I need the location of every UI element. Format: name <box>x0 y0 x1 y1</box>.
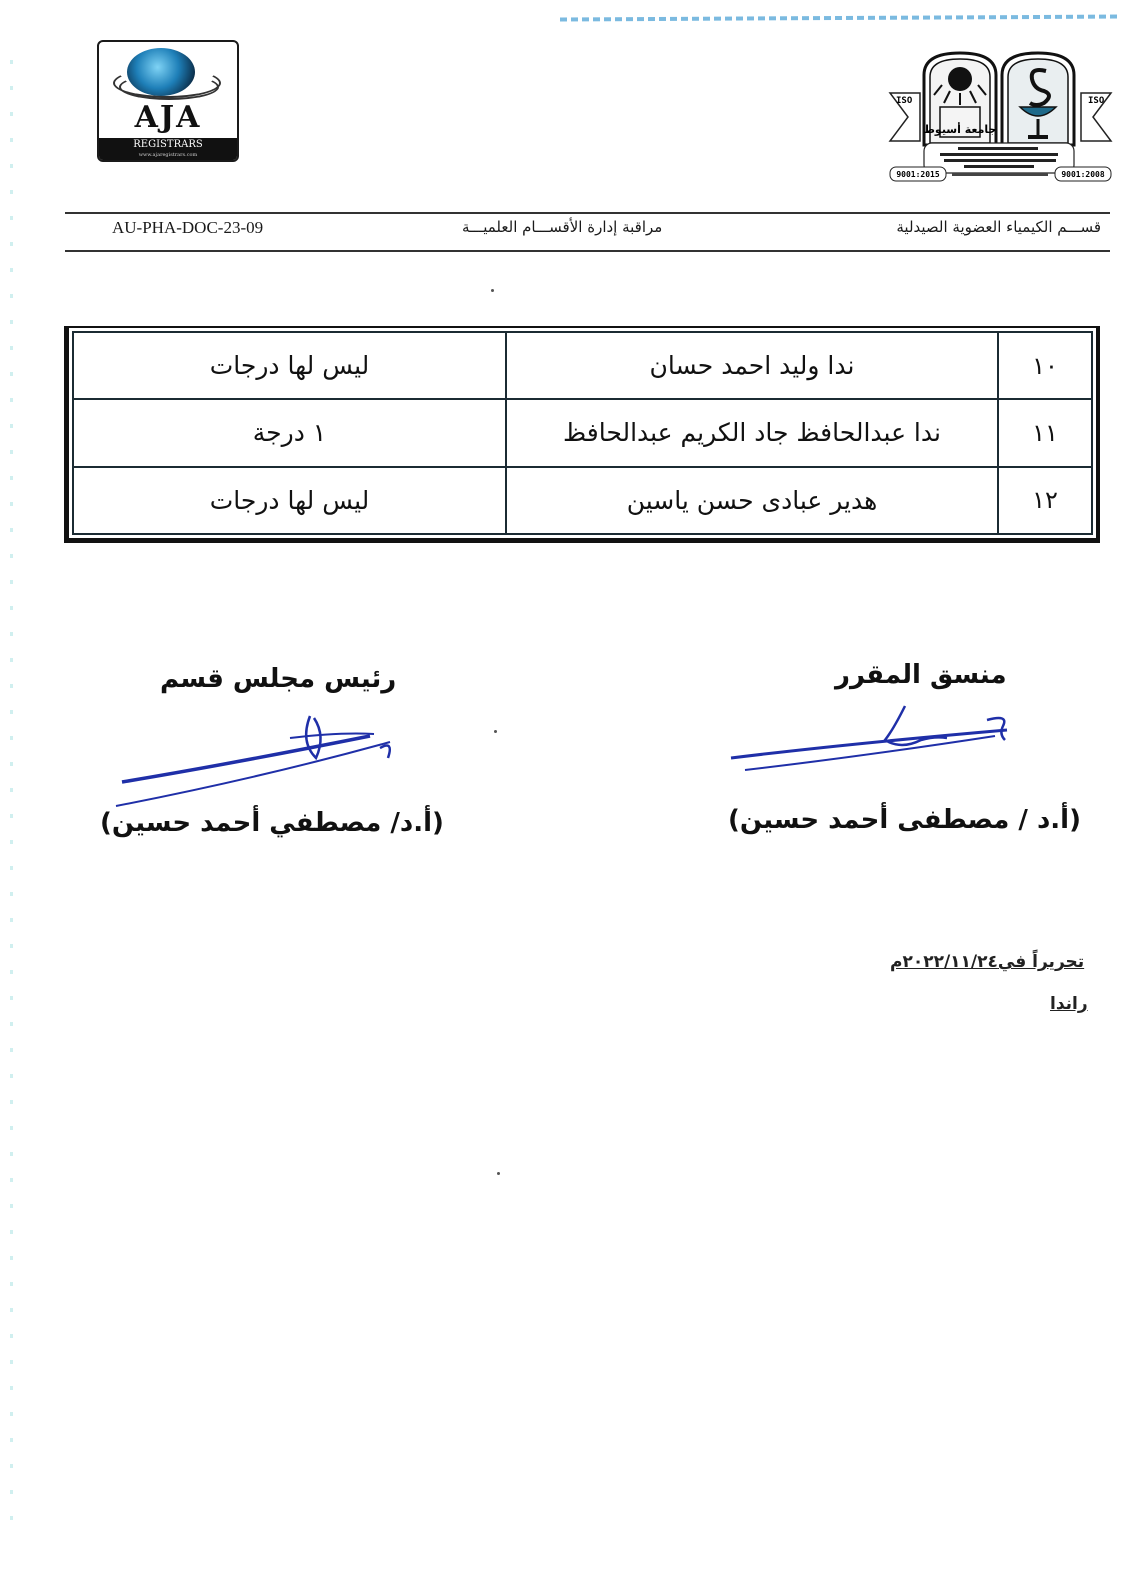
university-pharmacy-logo <box>888 45 1113 185</box>
row-number: ١٠ <box>998 332 1092 399</box>
student-name: هدير عبادى حسن ياسين <box>506 467 998 534</box>
coordinator-signature <box>725 700 1025 780</box>
header-rule-top <box>65 212 1110 214</box>
header-center-title: مراقبة إدارة الأقســـام العلميـــة <box>462 218 663 236</box>
grade-value: ليس لها درجات <box>73 332 506 399</box>
table-row <box>73 467 1092 534</box>
row-number: ١٢ <box>998 467 1092 534</box>
standard-right: 9001:2008 <box>1061 170 1105 179</box>
scan-artifact-top <box>560 15 1120 22</box>
aja-logo-band <box>99 138 237 160</box>
course-coordinator-title: منسق المقرر <box>835 660 1007 690</box>
table-row <box>73 399 1092 466</box>
department-name: قســـم الكيمياء العضوية الصيدلية <box>896 218 1101 236</box>
grades-table-frame <box>64 326 1100 543</box>
student-name: ندا عبدالحافظ جاد الكريم عبدالحافظ <box>506 399 998 466</box>
typist-name: راندا <box>1050 994 1088 1014</box>
document-code: AU-PHA-DOC-23-09 <box>112 218 264 237</box>
scan-dot <box>497 1172 500 1175</box>
scan-artifact-left <box>10 60 13 1540</box>
coordinator-name: (أ.د / مصطفى أحمد حسين) <box>728 805 1081 835</box>
iso-right-label: ISO <box>1088 96 1105 106</box>
council-head-signature <box>110 712 410 812</box>
department-council-head-title: رئيس مجلس قسم <box>160 664 397 694</box>
header-rule-bottom <box>65 250 1110 252</box>
row-number: ١١ <box>998 399 1092 466</box>
table-row <box>73 332 1092 399</box>
grades-table <box>72 331 1093 535</box>
standard-left: 9001:2015 <box>896 170 940 179</box>
written-date: تحريراً في٢٠٢٢/١١/٢٤م <box>890 952 1085 972</box>
aja-logo-subtitle: REGISTRARS <box>133 139 203 150</box>
aja-logo-tagline: www.ajaregistrars.com <box>138 152 198 158</box>
grade-value: ١ درجة <box>73 399 506 466</box>
aja-registrars-logo <box>97 40 239 162</box>
university-name: جامعة أسيوط <box>923 123 997 136</box>
student-name: ندا وليد احمد حسان <box>506 332 998 399</box>
council-head-name: (أ.د/ مصطفي أحمد حسين) <box>100 808 444 838</box>
orbit-ring <box>119 74 219 100</box>
aja-logo-text: AJA <box>134 100 202 135</box>
grade-value: ليس لها درجات <box>73 467 506 534</box>
scan-dot <box>494 730 497 733</box>
scan-dot <box>491 289 494 292</box>
iso-left-label: ISO <box>896 96 913 106</box>
